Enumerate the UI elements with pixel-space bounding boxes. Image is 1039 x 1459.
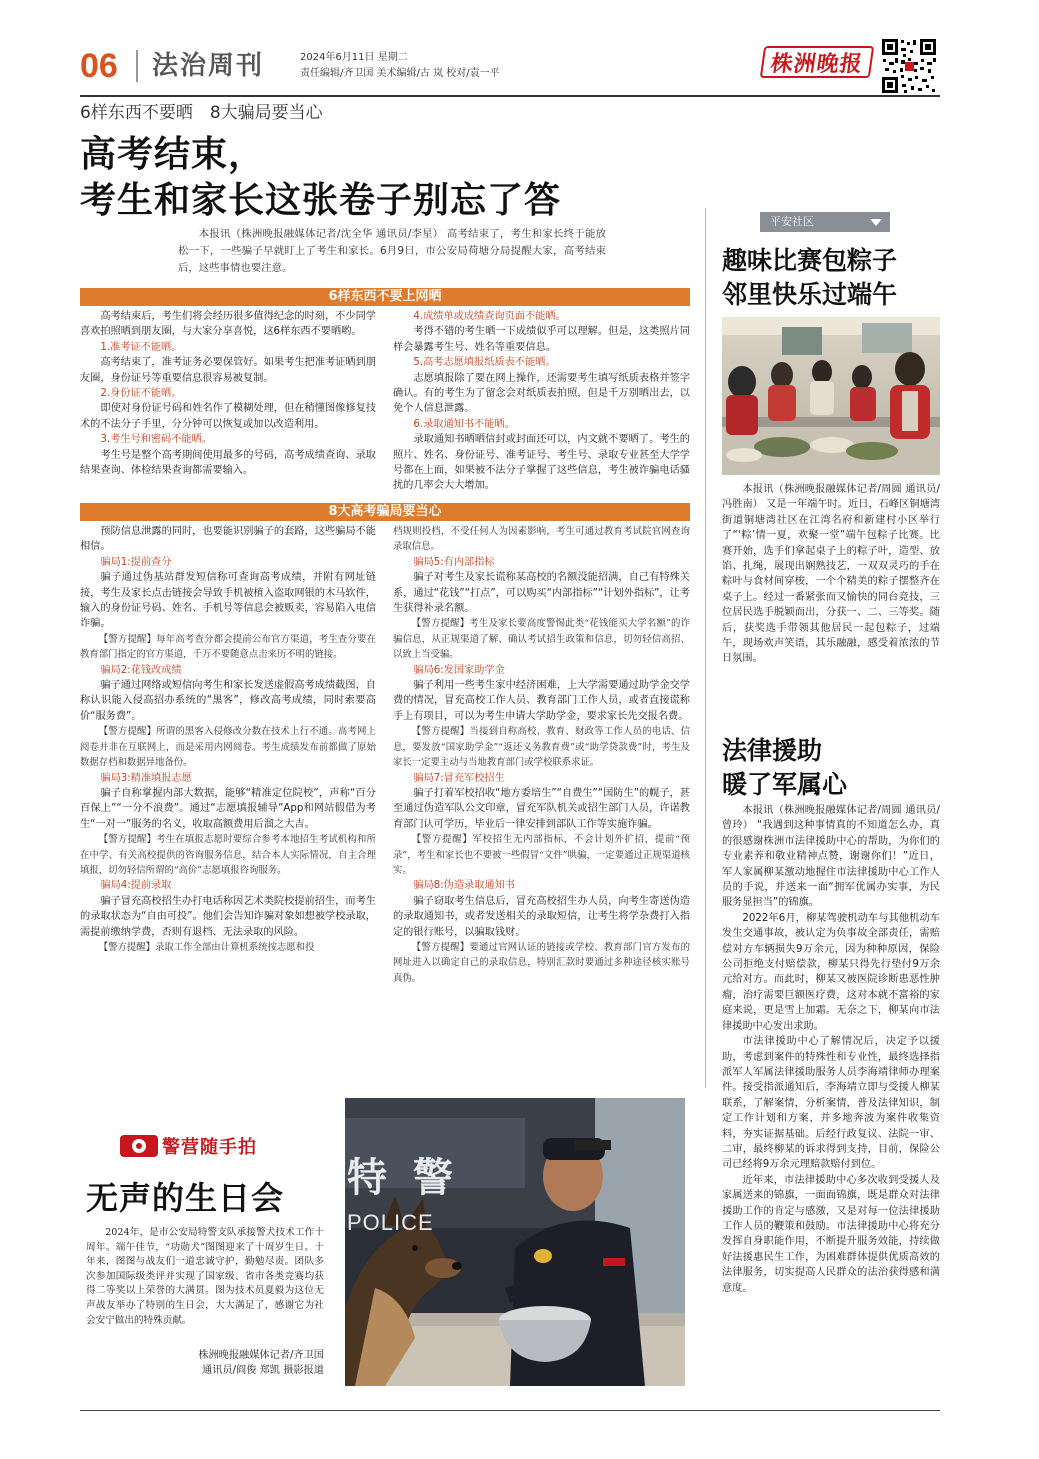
headline: [80, 132, 710, 224]
story2-title-line-1: 法律援助: [722, 736, 823, 765]
police-tip: 【警方提醒】要通过官网认证的链接或学校、教育部门官方发布的网址进入以确定自己的录取信息，特别汇款时要通过多种途径核实账号真伪。: [393, 941, 690, 984]
sidebar-tag: [760, 212, 890, 232]
police-tip: 【警方提醒】考生及家长要高度警惕此类“花钱能买大学名额”的诈骗信息，从正规渠道了解、确认考试招生政策和信息，切勿轻信高招、以致上当受骗。: [393, 618, 690, 661]
bottom-title: 无声的生日会: [86, 1179, 285, 1217]
kicker: 6样东西不要晒 8大骗局要当心: [80, 103, 323, 123]
subheading: 3.考生号和密码不能晒。: [100, 434, 212, 446]
paragraph: 志愿填报除了要在网上操作，还需要考生填写纸质表格并签字确认。有的考生为了留念会对纸质表拍照，但是千万别晒出去，以免个人信息泄露。: [393, 372, 690, 415]
subheading: 骗局6:发国家助学金: [413, 664, 505, 676]
paragraph: 骗子通过伪基站群发短信称可查询高考成绩，并附有网址链接，考生及家长点击链接会导致手机被植入盗取网银的木马软件，输入的身份证号码、姓名、手机号等信息会被贩卖，容易陷入电信诈骗。: [80, 572, 376, 630]
story1-title-line-2: 邻里快乐过端午: [722, 280, 898, 309]
subheading: 4.成绩单或成绩查询页面不能晒。: [413, 311, 566, 322]
van-text-police: POLICE: [347, 1210, 434, 1235]
bottom-body: [86, 1226, 324, 1328]
paragraph: 录取通知书晒晒信封或封面还可以，内文就不要晒了。考生的照片、姓名、身份证号、准考证号、考生号、录取专业甚至大学学号都在上面，如果被不法分子掌握了这些信息，考生被诈骗电话骚扰的几率会大大增加。: [393, 434, 690, 492]
credit-line-1: 株洲晚报融媒体记者/齐卫国: [198, 1350, 324, 1361]
page-number: 06: [80, 47, 118, 85]
camera-icon: [120, 1135, 158, 1157]
headline-line-2: 考生和家长这张卷子别忘了答: [80, 180, 562, 221]
police-tip: 【警方提醒】所谓的黑客入侵修改分数在技术上行不通。高考网上阅卷并非在互联网上，而是采用内网阅卷。考生成绩发布前都做了原始数据存档和数据异地备份。: [80, 726, 376, 769]
subheading: 骗局8:伪造录取通知书: [413, 880, 515, 892]
story1-body: [722, 482, 940, 667]
story2-paragraph: 近年来，市法律援助中心多次收到受援人及家属送来的锦旗，一面面锦旗，既是群众对法律援助工作的肯定与感激，又是对每一位法律援助工作人员的鞭策和鼓励。市法律援助中心将充分发挥自身职能作用，不断提升服务效能，持续做好法援惠民生工作，为困难群体提供优质高效的法律服务，切实提高人民群众的法治获得感和满意度。: [722, 1174, 940, 1294]
story2-title: [722, 734, 942, 802]
paragraph: 即使对身份证号码和姓名作了模糊处理，但在稍懂图像修复技术的不法分子手里，分分钟可以恢复或加以改造利用。: [80, 403, 376, 430]
police-tip: 【警方提醒】考生在填报志愿时要综合参考本地招生考试机构和所在中学、有关高校提供的咨询服务信息，结合本人实际情况，自主合理填报，切勿轻信所谓的“高价”志愿填报咨询服务。: [80, 834, 376, 876]
subheading: 骗局4:提前录取: [100, 880, 172, 892]
paragraph: 考生号是整个高考期间使用最多的号码，高考成绩查询、录取结果查询、体检结果查询都需要输入。: [80, 449, 376, 477]
van-text-chinese: 特 警: [347, 1155, 459, 1201]
police-tip: 【警方提醒】录取工作全部由计算机系统按志愿和投: [98, 941, 315, 953]
photo-credit: [150, 1348, 324, 1378]
paragraph: 骗子利用一些考生家中经济困难，上大学需要通过助学金交学费的情况，冒充高校工作人员、教育部门工作人员，或者直接谎称手上有项目，可以为考生申请大学助学金，要求家长先交报名费。: [393, 680, 690, 722]
bottom-body-text: 2024年，是市公安局特警支队承接警犬技术工作十周年。端午佳节，“功勋犬”图图迎来了十周岁生日。十年来，图图与战友们一道忠诚守护，勤勉尽责。团队多次参加国际级类评并实现了国家级、省市各类竞赛均获得二等奖以上荣誉的大满贯。图为技术员夏毅为这位无声战友举办了特别的生日会，大大满足了，感谢它为社会安宁做出的特殊贡献。: [86, 1227, 324, 1326]
paragraph: 骗子对考生及家长谎称某高校的名额没能招满，自己有特殊关系，通过“花钱”“打点”，可以购买“内部指标”“计划外指标”，让考生获得补录名额。: [393, 572, 690, 615]
editor-credits: 责任编辑/齐卫国 美术编辑/古 岚 校对/袁一平: [300, 68, 500, 79]
police-tip: 【警方提醒】军校招生无内部指标，不会计划外扩招，提前“预录”，考生和家长也不要被一些假冒“文件”哄骗，一定要通过正规渠道核实。: [393, 834, 690, 876]
credit-line-2: 通讯员/阎俊 郑凯 摄影报道: [202, 1365, 324, 1376]
subheading: 6.录取通知书不能晒。: [413, 418, 515, 430]
paragraph: 骗子打着军校招收“地方委培生”“自费生”“国防生”的幌子，甚至通过伪造军队公文印章，冒充军队机关或招生部门人员，许诺教育部门认可学历，毕业后一律安排到部队工作等实施诈骗。: [393, 787, 690, 830]
subheading: 5.高考志愿填报纸质表不能晒。: [413, 357, 556, 369]
subheading: 骗局1:提前查分: [100, 556, 172, 568]
lede: [178, 226, 606, 277]
triangle-down-icon: [870, 219, 882, 226]
logo-text: 株洲晚报: [768, 50, 865, 77]
paragraph: 骗子自称掌握内部大数据，能够“精准定位院校”，声称“百分百保上”“一分不浪费”。通过“志愿填报辅导”App和网站假借为考生“一对一”服务的名义，收取高额费用后溜之大吉。: [80, 787, 376, 830]
dumpling-contest-photo: [722, 317, 940, 475]
story2-body: [722, 803, 940, 1296]
header-rule: [80, 95, 940, 97]
section-bar-2: 8大高考骗局要当心: [80, 503, 690, 521]
paragraph: 骗子窃取考生信息后，冒充高校招生办人员，向考生寄送伪造的录取通知书，或者发送相关的录取短信，让考生将学杂费打入指定的银行账号，以骗取钱财。: [393, 895, 690, 938]
column-name: 警营随手拍: [162, 1137, 257, 1158]
section2-right-column: [393, 524, 690, 986]
section-title: 法治周刊: [152, 51, 265, 81]
subheading: 1.准考证不能晒。: [100, 341, 182, 353]
story2-paragraph: 2022年6月，柳某驾驶机动车与其他机动车发生交通事故，被认定为负事故全部责任，需赔偿对方车辆损失9万余元，因为种种原因，保险公司拒绝支付赔偿款，柳某只得先行垫付9万余元给对方。而此时，柳某又被医院诊断患恶性肿瘤，治疗需要巨额医疗费，这对本就不富裕的家庭来说，更是雪上加霜。无奈之下，柳某向市法律援助中心发出求助。: [722, 912, 940, 1032]
police-tip: 档规则投档，不受任何人为因素影响，考生可通过教育考试院官网查询录取信息。: [393, 526, 690, 553]
header-divider: [136, 50, 138, 82]
sidebar-tag-label: 平安社区: [770, 215, 814, 228]
section2-left-column: [80, 524, 376, 955]
paragraph: 骗子通过网络或短信向考生和家长发送虚假高考成绩截图，自称认识能入侵高招办系统的“黑客”，修改高考成绩，同时索要高价“服务费”。: [80, 680, 376, 722]
subheading: 2.身份证不能晒。: [100, 388, 182, 400]
subheading: 骗局2:花钱改成绩: [100, 664, 182, 676]
footer-rule: [80, 1410, 940, 1411]
story1-body-text: 本报讯（株洲晚报融媒体记者/周圆 通讯员/冯胜南） 又是一年端午时。近日，石峰区铜塘湾街道铜塘湾社区在江湾名府和新建村小区举行了“‘粽’情一夏，欢聚一堂”端午包粽子比赛。比赛开始，选手们拿起桌子上的粽子叶，造型、放馅、扎绳，展现出娴熟技艺，一双双灵巧的手在粽叶与食材间穿梭，一个个精美的粽子摆整齐在桌子上。经过一番紧张而又愉快的同台竞技，三位居民选手脱颖而出，分获一、二、三等奖。随后，获奖选手带领其他居民一起包粽子，过端午，现场欢声笑语，其乐融融，感受着浓浓的节日氛围。: [722, 484, 940, 665]
paragraph: 骗子冒充高校招生办打电话称因艺术类院校提前招生，而考生的录取状态为“自由可投”。他们会告知诈骗对象如想被学校录取，需提前缴纳学费，否则有退档、无法录取的风险。: [80, 895, 376, 938]
paragraph: 考得不错的考生晒一下成绩似乎可以理解。但是，这类照片同样会暴露考生号、姓名等重要信息。: [393, 326, 690, 353]
police-dog-photo: [345, 1098, 685, 1386]
story2-paragraph: 本报讯（株洲晚报融媒体记者/周圆 通讯员/曾玲） “我遇到这种事情真的不知道怎么办，真的很感谢株洲市法律援助中心的帮助，为你们的专业素养和敬业精神点赞，谢谢你们！”近日，军人家属柳某激动地握住市法律援助中心工作人员的手说，并送来一面“拥军优属办实事，为民服务显担当”的锦旗。: [722, 805, 940, 909]
subheading: 骗局3:精准填报志愿: [100, 772, 192, 784]
paragraph: 预防信息泄露的同时，也要能识别骗子的套路，这些骗局不能相信。: [80, 526, 376, 553]
section-bar-1: 6样东西不要上网晒: [80, 288, 690, 306]
story1-title: [722, 244, 942, 312]
story2-title-line-2: 暖了军属心: [722, 770, 848, 799]
police-tip: 【警方提醒】每年高考查分都会提前公布官方渠道，考生查分要在教育部门指定的官方渠道，千万不要随意点击来历不明的链接。: [80, 633, 376, 661]
subheading: 骗局7:冒充军校招生: [413, 772, 505, 784]
police-tip: 【警方提醒】当接到自称高校、教育、财政等工作人员的电话、信息，要发放“国家助学金”“返还义务教育费”或“助学贷款费”时，考生及家长一定要主动与当地教育部门或学校联系求证。: [393, 726, 690, 769]
paragraph: 高考结束了，准考证务必要保管好。如果考生把准考证晒到朋友圈，身份证号等重要信息很容易被复制。: [80, 357, 376, 384]
story2-paragraph: 市法律援助中心了解情况后，决定予以援助，考虑到案件的特殊性和专业性，最终选择指派军人军属法律援助服务人员李海靖律师办理案件。接受指派通知后，李海靖立即与受援人柳某联系，了解案情，分析案情，普及法律知识，制定工作计划和方案，并多地奔波为案件收集资料，夯实证据基础。后经行政复议、法院一审、二审，最终柳某的诉求得到支持，目前，保险公司已经将9万余元理赔款赔付到位。: [722, 1036, 940, 1171]
story1-title-line-1: 趣味比赛包粽子: [722, 246, 898, 275]
issue-date: 2024年6月11日 星期二: [300, 52, 408, 63]
newspaper-logo: [760, 46, 874, 78]
section1-right-column: [393, 309, 690, 494]
subheading: 骗局5:有内部指标: [413, 556, 495, 568]
section1-left-column: [80, 309, 376, 478]
column-logo: [120, 1133, 257, 1159]
lede-text: 本报讯（株洲晚报融媒体记者/沈全华 通讯员/李星） 高考结束了，考生和家长终于能放松一下，一些骗子早就盯上了考生和家长。6月9日，市公安局荷塘分局提醒大家，高考结束后，这些事情也要注意。: [178, 228, 606, 274]
vertical-rule: [705, 208, 706, 1088]
headline-line-1: 高考结束，: [80, 134, 266, 175]
paragraph: 高考结束后，考生们将会经历很多值得纪念的时刻，不少同学喜欢拍照晒到朋友圈，与大家分享喜悦，这6样东西不要晒哟。: [80, 311, 376, 338]
qr-code: [881, 38, 937, 94]
